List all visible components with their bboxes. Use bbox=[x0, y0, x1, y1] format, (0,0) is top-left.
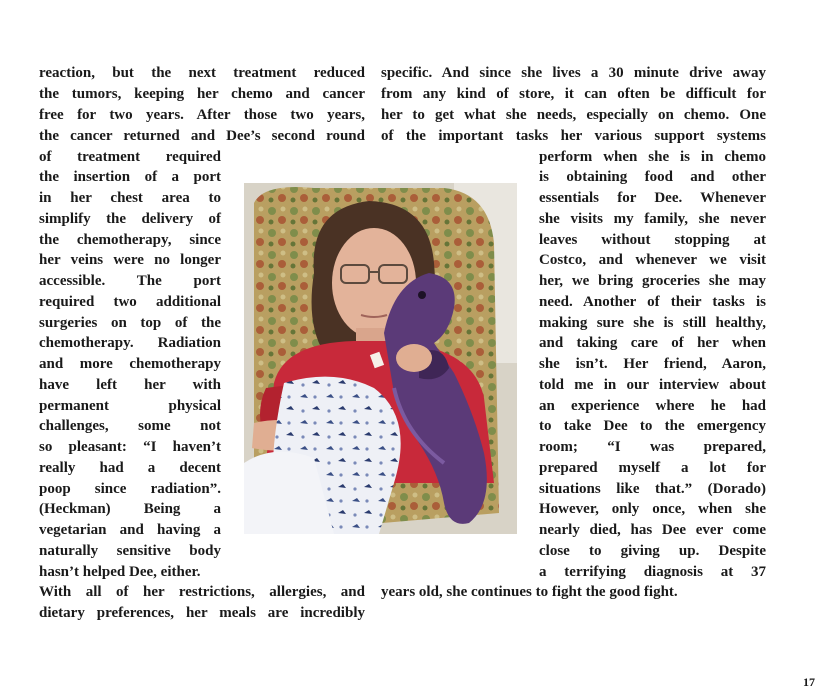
text-line: of treatment required bbox=[39, 149, 221, 165]
text-line: and taking care of her when bbox=[539, 335, 766, 351]
text-line: However, only once, when she bbox=[539, 501, 766, 517]
text-line: and more chemotherapy bbox=[39, 356, 221, 372]
text-line: reaction, but the next treatment reduced bbox=[39, 65, 365, 81]
text-line: accessible. The port bbox=[39, 273, 221, 289]
text-line: her veins were no longer bbox=[39, 252, 221, 268]
text-line: need. Another of their tasks is bbox=[539, 294, 766, 310]
text-line: nearly died, has Dee ever come bbox=[539, 522, 766, 538]
text-line: she visits my family, she never bbox=[539, 211, 766, 227]
photo-woman-with-plush-toy bbox=[244, 183, 517, 534]
text-line: the chemotherapy, since bbox=[39, 232, 221, 248]
text-line: simplify the delivery of bbox=[39, 211, 221, 227]
text-line: surgeries on top of the bbox=[39, 315, 221, 331]
text-line: room; “I was prepared, bbox=[539, 439, 766, 455]
text-line: Costco, and whenever we visit bbox=[539, 252, 766, 268]
text-line: to take Dee to the emergency bbox=[539, 418, 766, 434]
text-line: told me in our interview about bbox=[539, 377, 766, 393]
text-line: years old, she continues to fight the good fight. bbox=[381, 584, 678, 600]
text-line: prepared myself a lot for bbox=[539, 460, 766, 476]
text-line: situations like that.” (Dorado) bbox=[539, 481, 766, 497]
text-line: hasn’t helped Dee, either. bbox=[39, 564, 201, 580]
page-number: 17 bbox=[803, 675, 815, 689]
text-line: so pleasant: “I haven’t bbox=[39, 439, 221, 455]
text-line: (Heckman) Being a bbox=[39, 501, 221, 517]
text-line: perform when she is in chemo bbox=[539, 149, 766, 165]
text-line: required two additional bbox=[39, 294, 221, 310]
text-line: close to giving up. Despite bbox=[539, 543, 766, 559]
text-line: the cancer returned and Dee’s second round bbox=[39, 128, 365, 144]
text-line: leaves without stopping at bbox=[539, 232, 766, 248]
text-line: specific. And since she lives a 30 minute drive away bbox=[381, 65, 766, 81]
text-line: the tumors, keeping her chemo and cancer bbox=[39, 86, 365, 102]
text-line: permanent physical bbox=[39, 398, 221, 414]
text-line: naturally sensitive body bbox=[39, 543, 221, 559]
text-line: in her chest area to bbox=[39, 190, 221, 206]
text-line: from any kind of store, it can often be difficult for bbox=[381, 86, 766, 102]
text-line: she isn’t. Her friend, Aaron, bbox=[539, 356, 766, 372]
text-line: her to get what she needs, especially on chemo. One bbox=[381, 107, 766, 123]
text-line: of the important tasks her various support systems bbox=[381, 128, 766, 144]
text-line: poop since radiation”. bbox=[39, 481, 221, 497]
text-line: chemotherapy. Radiation bbox=[39, 335, 221, 351]
text-line: free for two years. After those two years, bbox=[39, 107, 365, 123]
text-line: dietary preferences, her meals are incredibly bbox=[39, 605, 365, 621]
text-line: really had a decent bbox=[39, 460, 221, 476]
text-line: With all of her restrictions, allergies, and bbox=[39, 584, 365, 600]
text-line: have left her with bbox=[39, 377, 221, 393]
text-line: vegetarian and having a bbox=[39, 522, 221, 538]
text-line: an experience where he had bbox=[539, 398, 766, 414]
text-line: is obtaining food and other bbox=[539, 169, 766, 185]
text-line: a terrifying diagnosis at 37 bbox=[539, 564, 766, 580]
text-line: challenges, some not bbox=[39, 418, 221, 434]
text-line: making sure she is still healthy, bbox=[539, 315, 766, 331]
text-line: essentials for Dee. Whenever bbox=[539, 190, 766, 206]
text-line: her, we bring groceries she may bbox=[539, 273, 766, 289]
text-line: the insertion of a port bbox=[39, 169, 221, 185]
